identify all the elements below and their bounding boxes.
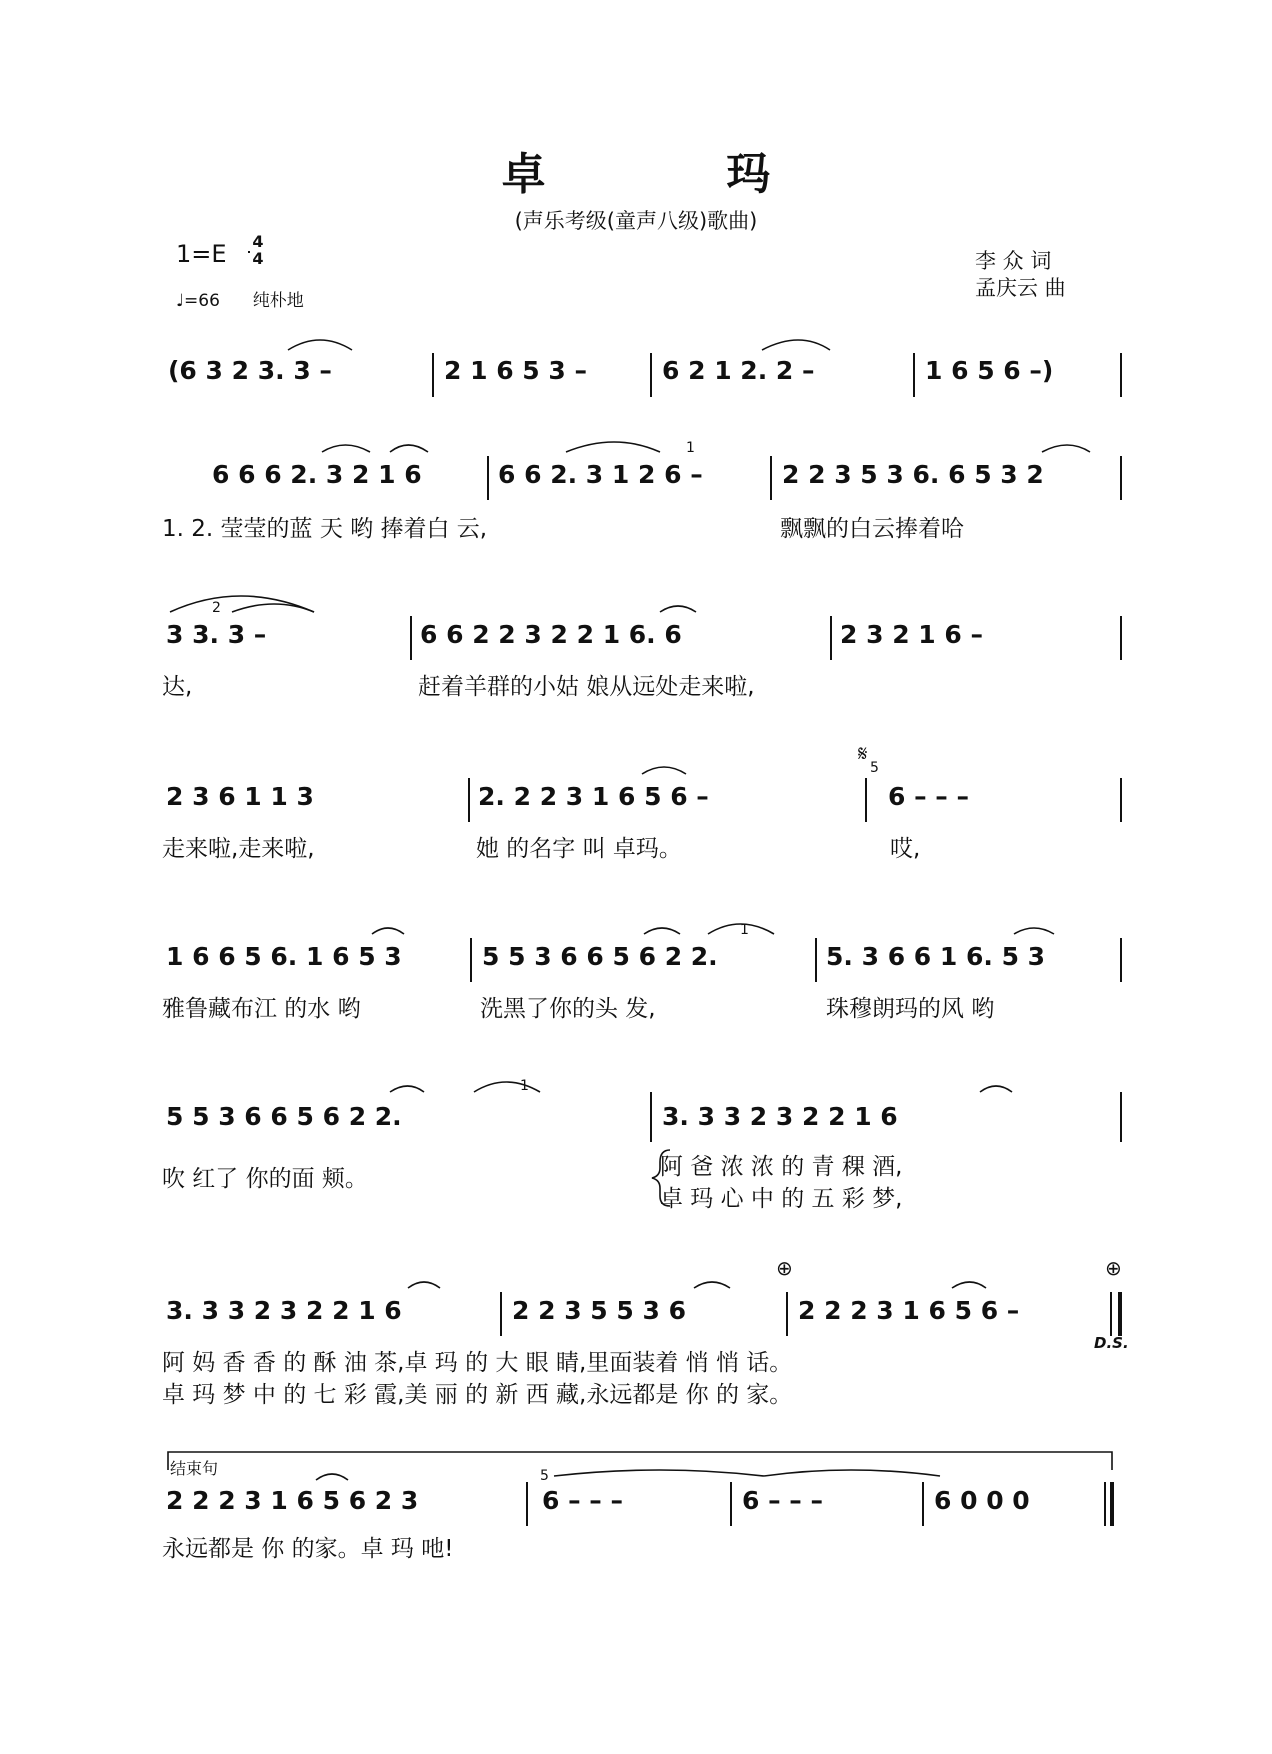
slur xyxy=(288,340,352,350)
lyric-brace xyxy=(652,1150,670,1206)
slur xyxy=(390,1086,424,1092)
ending-bracket xyxy=(168,1452,1112,1470)
slur xyxy=(554,1470,764,1476)
lyricist: 李 众 词 xyxy=(975,249,1052,273)
lyric-line: 永远都是 你 的家。卓 玛 吔! xyxy=(162,1536,454,1562)
grace-note: 5 xyxy=(870,760,879,776)
measure-10: 2 3 2 1 6 – xyxy=(840,620,983,649)
measure-5: 6 6 6 2. 3 2 1 6 xyxy=(212,460,422,489)
measure-6: 6 6 2. 3 1 2 6 – xyxy=(498,460,703,489)
title-char-2: 玛 xyxy=(726,149,771,200)
measure-2: 2 1 6 5 3 – xyxy=(444,356,587,385)
slur xyxy=(708,924,774,934)
slur xyxy=(980,1086,1012,1092)
slur xyxy=(372,928,404,934)
measure-19: 3. 3 3 2 3 2 2 1 6 xyxy=(166,1296,402,1325)
slur xyxy=(952,1282,986,1288)
lyric-line: 吹 红了 你的面 颊。 xyxy=(162,1166,368,1192)
grace-note: 5 xyxy=(540,1468,549,1484)
slur xyxy=(1014,928,1054,934)
lyric-line: 卓 玛 心 中 的 五 彩 梦, xyxy=(660,1186,903,1212)
measure-23: 6 – – – xyxy=(542,1486,624,1515)
slur xyxy=(474,1082,540,1092)
slur xyxy=(408,1282,440,1288)
lyric-line: 赶着羊群的小姑 娘从远处走来啦, xyxy=(418,674,755,700)
slur xyxy=(660,606,696,612)
slur xyxy=(764,1470,940,1476)
lyric-line: 卓 玛 梦 中 的 七 彩 霞,美 丽 的 新 西 藏,永远都是 你 的 家。 xyxy=(162,1382,793,1408)
measure-14: 1 6 6 5 6. 1 6 5 3 xyxy=(166,942,402,971)
grace-note: 2 xyxy=(212,600,221,616)
measure-13: 6 – – – xyxy=(888,782,970,811)
measure-8: 3 3. 3 – xyxy=(166,620,267,649)
slur xyxy=(232,604,314,612)
grace-note: 1 xyxy=(520,1078,529,1094)
expression: 纯朴地 xyxy=(252,291,304,311)
measure-1: (6 3 2 3. 3 – xyxy=(168,356,332,385)
time-sig-bottom: 4 xyxy=(252,249,264,268)
slur xyxy=(390,445,428,452)
slur xyxy=(170,596,314,612)
coda-icon: ⊕ xyxy=(1105,1256,1122,1280)
measure-16: 5. 3 6 6 1 6. 5 3 xyxy=(826,942,1046,971)
tempo-value: ♩=66 xyxy=(176,291,220,311)
lyric-line: 1. 2. 莹莹的蓝 天 哟 捧着白 云, xyxy=(162,516,488,542)
key-signature: 1=E xyxy=(176,240,227,268)
measure-15: 5 5 3 6 6 5 6 2 2. xyxy=(482,942,718,971)
slur xyxy=(644,928,680,934)
slur xyxy=(1042,445,1090,452)
lyric-line: 阿 爸 浓 浓 的 青 稞 酒, xyxy=(660,1154,903,1180)
slur xyxy=(694,1282,730,1288)
slur xyxy=(566,442,660,452)
slur xyxy=(762,340,830,350)
lyric-line: 阿 妈 香 香 的 酥 油 茶,卓 玛 的 大 眼 睛,里面装着 悄 悄 话。 xyxy=(162,1350,793,1376)
measure-3: 6 2 1 2. 2 – xyxy=(662,356,815,385)
ending-label: 结束句 xyxy=(170,1459,219,1478)
lyric-line: 珠穆朗玛的风 哟 xyxy=(826,996,995,1022)
composer: 孟庆云 曲 xyxy=(975,276,1066,300)
lyric-line: 哎, xyxy=(890,836,921,862)
measure-7: 2 2 3 5 3 6. 6 5 3 2 xyxy=(782,460,1044,489)
segno-icon: 𝄋 xyxy=(858,742,868,767)
slur xyxy=(322,445,370,452)
coda-icon: ⊕ xyxy=(776,1256,793,1280)
lyric-line: 走来啦,走来啦, xyxy=(162,836,315,862)
lyric-line: 她 的名字 叫 卓玛。 xyxy=(476,836,682,862)
measure-11: 2 3 6 1 1 3 xyxy=(166,782,314,811)
slur xyxy=(642,767,686,774)
measure-9: 6 6 2 2 3 2 2 1 6. 6 xyxy=(420,620,682,649)
measure-4: 1 6 5 6 –) xyxy=(925,356,1054,385)
grace-note: 1 xyxy=(686,440,695,456)
ds-marking: D.S. xyxy=(1094,1334,1129,1352)
measure-17: 5 5 3 6 6 5 6 2 2. xyxy=(166,1102,402,1131)
slur xyxy=(316,1474,348,1480)
measure-12: 2. 2 2 3 1 6 5 6 – xyxy=(478,782,709,811)
grace-note: 1 xyxy=(740,922,749,938)
subtitle: (声乐考级(童声八级)歌曲) xyxy=(514,209,758,233)
measure-24: 6 – – – xyxy=(742,1486,824,1515)
measure-20: 2 2 3 5 5 3 6 xyxy=(512,1296,686,1325)
time-sig-top: 4 xyxy=(252,232,264,251)
lyric-line: 雅鲁藏布江 的水 哟 xyxy=(162,996,361,1022)
measure-22: 2 2 2 3 1 6 5 6 2 3 xyxy=(166,1486,419,1515)
lyric-line: 洗黑了你的头 发, xyxy=(480,996,656,1022)
lyric-line: 达, xyxy=(162,674,193,700)
measure-18: 3. 3 3 2 3 2 2 1 6 xyxy=(662,1102,898,1131)
measure-25: 6 0 0 0 xyxy=(934,1486,1030,1515)
title-char-1: 卓 xyxy=(501,149,546,200)
measure-21: 2 2 2 3 1 6 5 6 – xyxy=(798,1296,1020,1325)
lyric-line: 飘飘的白云捧着哈 xyxy=(780,516,964,542)
